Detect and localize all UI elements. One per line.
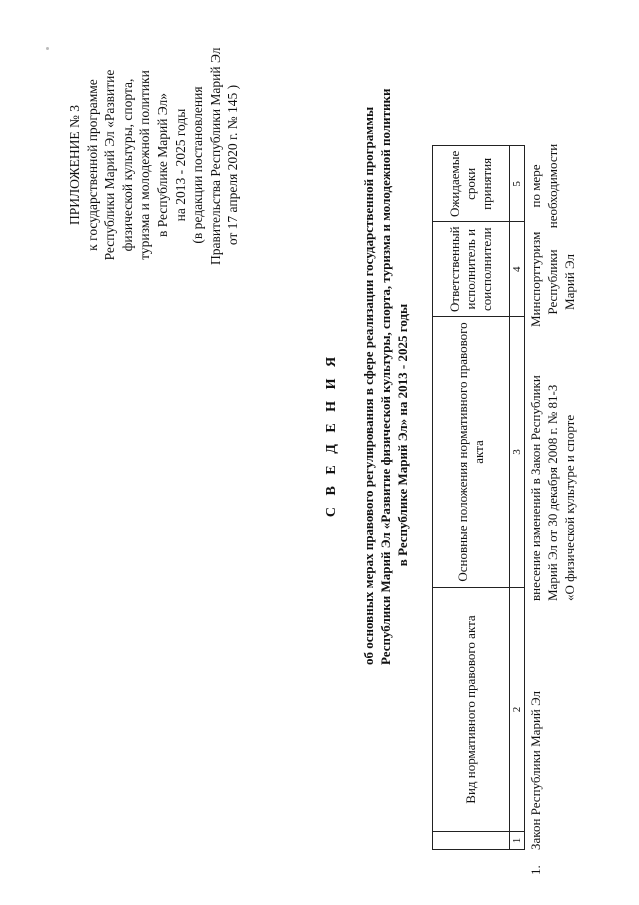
document-title: С В Е Д Е Н И Я bbox=[324, 352, 339, 518]
column-number: 5 bbox=[510, 146, 525, 222]
header-cell-act-type: Вид нормативного правового акта bbox=[433, 588, 510, 832]
header-cell-number bbox=[433, 832, 510, 850]
header-cell-provisions: Основные положения нормативного правового акта bbox=[433, 317, 510, 588]
appendix-line: в Республике Марий Эл» bbox=[154, 92, 170, 238]
column-number: 4 bbox=[510, 222, 525, 317]
row-executor-line: Марий Эл bbox=[562, 254, 577, 310]
row-deadline bbox=[527, 141, 561, 231]
appendix-line: Правительства Республики Марий Эл bbox=[207, 47, 223, 265]
document-title-block bbox=[324, 88, 411, 665]
header-cell-executor: Ответственный исполнитель и соисполнители bbox=[433, 222, 510, 317]
row-provisions-line: Марий Эл от 30 декабря 2008 г. № 81-З bbox=[545, 384, 560, 601]
row-provisions-line: внесение изменений в Закон Республики bbox=[528, 375, 543, 601]
row-provisions bbox=[527, 339, 578, 601]
appendix-header bbox=[66, 47, 242, 265]
document-subtitle-line: в Республике Марий Эл» на 2013 - 2025 годы bbox=[395, 303, 410, 567]
scan-artifact bbox=[46, 47, 49, 50]
column-number: 1 bbox=[510, 832, 525, 850]
row-provisions-line: «О физической культуре и спорте bbox=[562, 414, 577, 601]
appendix-line: Республики Марий Эл «Развитие bbox=[102, 69, 118, 261]
header-cell-deadline: Ожидаемые сроки принятия bbox=[433, 146, 510, 222]
row-executor-line: Республики bbox=[545, 249, 560, 315]
appendix-line: от 17 апреля 2020 г. № 145 ) bbox=[225, 84, 241, 246]
appendix-line: к государственной программе bbox=[84, 79, 100, 251]
row-deadline-line: по мере bbox=[528, 164, 543, 208]
column-number: 2 bbox=[510, 588, 525, 832]
appendix-line: физической культуры, спорта, bbox=[119, 78, 135, 252]
row-executor bbox=[527, 231, 578, 327]
row-number: 1. bbox=[528, 865, 543, 875]
table-column-numbers-row bbox=[510, 146, 525, 850]
table-header-row bbox=[433, 146, 510, 850]
document-subtitle-line: Республики Марий Эл «Развитие физической культуры, спорта, туризма и молодежной политики bbox=[378, 88, 393, 665]
row-executor-line: Минспорттуризм bbox=[528, 231, 543, 327]
appendix-line: туризма и молодежной политики bbox=[137, 70, 153, 260]
appendix-line: ПРИЛОЖЕНИЕ № 3 bbox=[67, 104, 82, 226]
appendix-line: (в редакции постановления bbox=[190, 86, 206, 244]
measures-table bbox=[432, 145, 525, 850]
row-deadline-line: необходимости bbox=[545, 143, 560, 229]
column-number: 3 bbox=[510, 317, 525, 588]
appendix-line: на 2013 - 2025 годы bbox=[172, 108, 188, 222]
document-subtitle-line: об основных мерах правового регулирования в сфере реализации государственной программы bbox=[361, 106, 376, 665]
row-act-type: Закон Республики Марий Эл bbox=[528, 690, 543, 850]
